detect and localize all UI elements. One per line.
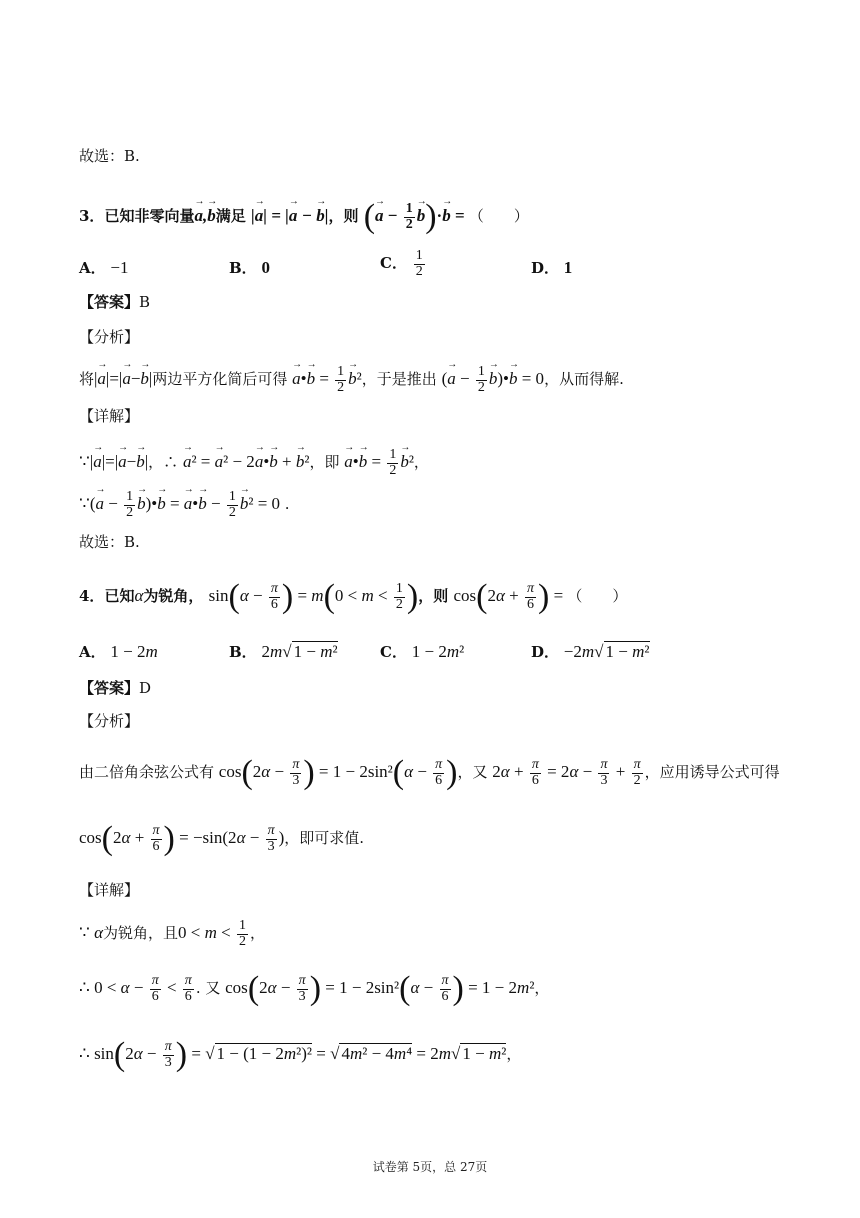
q3-analysis-tag: 【分析】: [79, 328, 140, 346]
prev-conclusion: 故选：B.: [79, 147, 140, 165]
q4-detail-tag: 【详解】: [79, 881, 140, 899]
q3-option-d: D． 1: [531, 258, 573, 277]
q4-stem: 4．已知α为锐角， sin(α − $\frac{\pi}{6}$ ) = m(0 < m < $\frac{1}{2}$ )，则 cos(2α + $\frac{\pi}{6}$ ) = （ ）: [79, 578, 628, 615]
q4-detail-line3: ∴ sin(2α − $\frac{\pi}{3}$ ) = √ 1 − (1 − 2m²)² = √ 4m² − 4m⁴ = 2m√ 1 − m²，: [79, 1036, 522, 1073]
q4-option-a: A． 1 − 2m: [79, 642, 158, 661]
q3-detail-tag: 【详解】: [79, 407, 140, 425]
q3-detail-line1: ∵|→ a|=|→ a−→ b|，∴ → a² = → a² − 2→ a•→ b + → b²，即 → a•→ b = $\frac{1}{2}$ → b²，: [79, 448, 800, 478]
q4-option-c: C． 1 − 2m²: [380, 642, 465, 661]
q4-analysis-tag: 【分析】: [79, 712, 140, 730]
q3-stem: 3．已知非零向量→ a,→ b满足 |→ a| = |→ a − → b|，则 (→ a − $\frac{1}{2}$ → b)·→ b = （ ）: [79, 200, 800, 234]
q4-analysis-line2: cos(2α + $\frac{\pi}{6}$ ) = −sin(2α − $\frac{\pi}{3}$ )，即可求值.: [79, 820, 365, 857]
q3-conclusion: 故选：B.: [79, 533, 140, 551]
q3-option-c: C． $\frac{1}{2}$: [380, 248, 423, 279]
q4-analysis-line1: 由二倍角余弦公式有 cos(2α − $\frac{\pi}{3}$ ) = 1 − 2sin²(α − $\frac{\pi}{6}$ )，又 2α + $\frac{\pi}{6}$ = 2α − $\frac{\pi}{3}$ + $\frac{\pi}{2}$ ，应用诱导公式可得: [79, 754, 780, 791]
q4-answer: 【答案】D: [79, 679, 152, 697]
q4-option-d: D． −2m√ 1 − m²: [531, 642, 650, 661]
q4-option-b: B． 2m√ 1 − m²: [229, 642, 338, 661]
q3-option-a: A． −1: [79, 258, 129, 277]
q3-analysis: 将|→ a|=|→ a−→ b|两边平方化简后可得 → a•→ b = $\frac{1}{2}$ → b²，于是推出 (→ a − $\frac{1}{2}$ → b)•→ b = 0，从而得解.: [79, 365, 800, 395]
q4-detail-line2: ∴ 0 < α − $\frac{\pi}{6}$ < $\frac{\pi}{6}$ . 又 cos(2α − $\frac{\pi}{3}$ ) = 1 − 2sin²(α − $\frac{\pi}{6}$ ) = 1 − 2m²，: [79, 970, 550, 1007]
page-footer: 试卷第 5页，总 27页: [372, 1160, 488, 1174]
q3-answer: 【答案】B: [79, 293, 151, 311]
q3-option-b: B． 0: [229, 258, 270, 277]
q4-detail-line1: ∵ α为锐角，且0 < m < $\frac{1}{2}$ ，: [79, 918, 266, 949]
q3-detail-line2: ∵(→ a − $\frac{1}{2}$ → b)•→ b = → a•→ b − $\frac{1}{2}$ → b² = 0 .: [79, 490, 800, 520]
